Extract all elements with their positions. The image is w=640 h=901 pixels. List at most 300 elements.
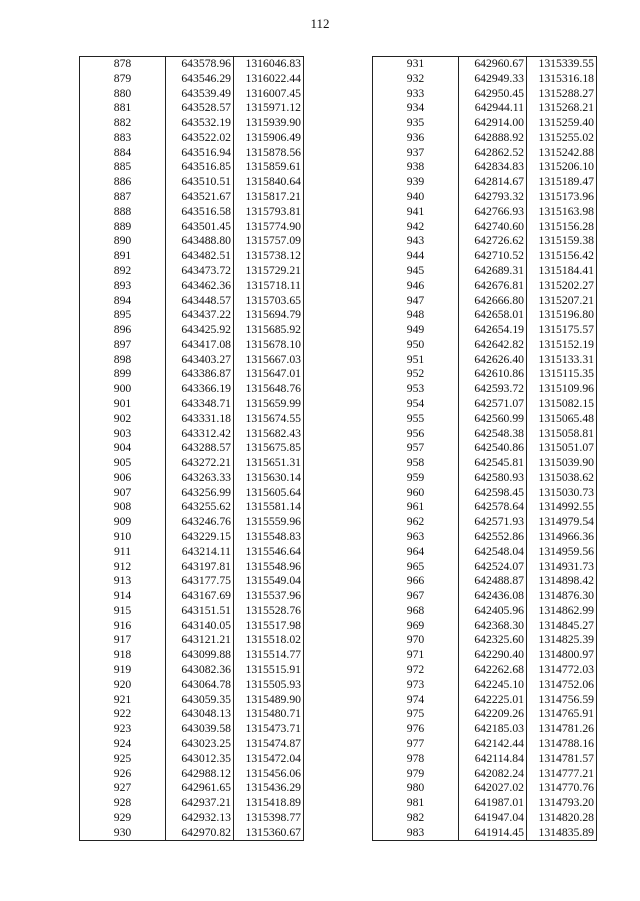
- table-row: [80, 234, 304, 249]
- point-number-cell: 901: [80, 397, 166, 412]
- point-number-cell: 918: [80, 648, 166, 663]
- point-number-cell: 979: [373, 767, 459, 782]
- x-coordinate-cell: 642142.44: [459, 737, 527, 752]
- point-number-cell: 907: [80, 486, 166, 501]
- point-number-cell: 938: [373, 160, 459, 175]
- point-number-cell: 910: [80, 530, 166, 545]
- point-number-cell: 916: [80, 619, 166, 634]
- x-coordinate-cell: 643462.36: [166, 279, 234, 294]
- x-coordinate-cell: 642960.67: [459, 57, 527, 72]
- x-coordinate-cell: 643546.29: [166, 72, 234, 87]
- point-number-cell: 880: [80, 87, 166, 102]
- table-row: [373, 397, 597, 412]
- y-coordinate-cell: 1315207.21: [527, 294, 597, 309]
- table-row: [80, 811, 304, 826]
- point-number-cell: 928: [80, 796, 166, 811]
- x-coordinate-cell: 642961.65: [166, 781, 234, 796]
- y-coordinate-cell: 1314777.21: [527, 767, 597, 782]
- point-number-cell: 883: [80, 131, 166, 146]
- x-coordinate-cell: 643532.19: [166, 116, 234, 131]
- y-coordinate-cell: 1315774.90: [234, 220, 304, 235]
- point-number-cell: 930: [80, 826, 166, 841]
- y-coordinate-cell: 1315206.10: [527, 160, 597, 175]
- table-row: [373, 146, 597, 161]
- point-number-cell: 931: [373, 57, 459, 72]
- table-row: [80, 663, 304, 678]
- table-row: [80, 589, 304, 604]
- y-coordinate-cell: 1315682.43: [234, 427, 304, 442]
- table-row: [80, 796, 304, 811]
- point-number-cell: 982: [373, 811, 459, 826]
- x-coordinate-cell: 642766.93: [459, 205, 527, 220]
- point-number-cell: 905: [80, 456, 166, 471]
- point-number-cell: 944: [373, 249, 459, 264]
- x-coordinate-cell: 641947.04: [459, 811, 527, 826]
- x-coordinate-cell: 643167.69: [166, 589, 234, 604]
- table-row: [373, 707, 597, 722]
- point-number-cell: 978: [373, 752, 459, 767]
- table-row: [373, 160, 597, 175]
- x-coordinate-cell: 643059.35: [166, 693, 234, 708]
- x-coordinate-cell: 642368.30: [459, 619, 527, 634]
- y-coordinate-cell: 1315549.04: [234, 574, 304, 589]
- coordinates-table-left-body: [80, 57, 304, 841]
- point-number-cell: 955: [373, 412, 459, 427]
- x-coordinate-cell: 642888.92: [459, 131, 527, 146]
- x-coordinate-cell: 643425.92: [166, 323, 234, 338]
- table-row: [80, 427, 304, 442]
- table-row: [373, 515, 597, 530]
- y-coordinate-cell: 1314845.27: [527, 619, 597, 634]
- table-row: [80, 486, 304, 501]
- table-row: [80, 781, 304, 796]
- table-row: [80, 678, 304, 693]
- point-number-cell: 889: [80, 220, 166, 235]
- x-coordinate-cell: 642814.67: [459, 175, 527, 190]
- table-row: [80, 515, 304, 530]
- point-number-cell: 951: [373, 353, 459, 368]
- point-number-cell: 975: [373, 707, 459, 722]
- table-row: [373, 382, 597, 397]
- table-row: [80, 648, 304, 663]
- point-number-cell: 902: [80, 412, 166, 427]
- table-row: [80, 264, 304, 279]
- x-coordinate-cell: 642950.45: [459, 87, 527, 102]
- point-number-cell: 937: [373, 146, 459, 161]
- x-coordinate-cell: 642988.12: [166, 767, 234, 782]
- x-coordinate-cell: 643516.85: [166, 160, 234, 175]
- table-row: [80, 412, 304, 427]
- y-coordinate-cell: 1315505.93: [234, 678, 304, 693]
- table-row: [373, 619, 597, 634]
- y-coordinate-cell: 1315738.12: [234, 249, 304, 264]
- point-number-cell: 887: [80, 190, 166, 205]
- y-coordinate-cell: 1315878.56: [234, 146, 304, 161]
- x-coordinate-cell: 643048.13: [166, 707, 234, 722]
- y-coordinate-cell: 1315939.90: [234, 116, 304, 131]
- point-number-cell: 956: [373, 427, 459, 442]
- table-row: [80, 560, 304, 575]
- y-coordinate-cell: 1315906.49: [234, 131, 304, 146]
- x-coordinate-cell: 642290.40: [459, 648, 527, 663]
- point-number-cell: 919: [80, 663, 166, 678]
- y-coordinate-cell: 1315152.19: [527, 338, 597, 353]
- y-coordinate-cell: 1315971.12: [234, 101, 304, 116]
- x-coordinate-cell: 643516.94: [166, 146, 234, 161]
- y-coordinate-cell: 1316046.83: [234, 57, 304, 72]
- coordinates-table-left: [79, 56, 304, 841]
- x-coordinate-cell: 642740.60: [459, 220, 527, 235]
- x-coordinate-cell: 642578.64: [459, 500, 527, 515]
- x-coordinate-cell: 643386.87: [166, 367, 234, 382]
- point-number-cell: 917: [80, 633, 166, 648]
- point-number-cell: 896: [80, 323, 166, 338]
- point-number-cell: 968: [373, 604, 459, 619]
- y-coordinate-cell: 1314898.42: [527, 574, 597, 589]
- table-row: [373, 294, 597, 309]
- y-coordinate-cell: 1315259.40: [527, 116, 597, 131]
- y-coordinate-cell: 1315163.98: [527, 205, 597, 220]
- x-coordinate-cell: 643197.81: [166, 560, 234, 575]
- table-row: [373, 648, 597, 663]
- x-coordinate-cell: 642405.96: [459, 604, 527, 619]
- x-coordinate-cell: 642932.13: [166, 811, 234, 826]
- point-number-cell: 964: [373, 545, 459, 560]
- x-coordinate-cell: 643473.72: [166, 264, 234, 279]
- y-coordinate-cell: 1315474.87: [234, 737, 304, 752]
- point-number-cell: 927: [80, 781, 166, 796]
- point-number-cell: 953: [373, 382, 459, 397]
- x-coordinate-cell: 642610.86: [459, 367, 527, 382]
- table-row: [373, 456, 597, 471]
- y-coordinate-cell: 1315648.76: [234, 382, 304, 397]
- x-coordinate-cell: 642262.68: [459, 663, 527, 678]
- x-coordinate-cell: 642548.38: [459, 427, 527, 442]
- x-coordinate-cell: 643263.33: [166, 471, 234, 486]
- point-number-cell: 878: [80, 57, 166, 72]
- point-number-cell: 980: [373, 781, 459, 796]
- y-coordinate-cell: 1315339.55: [527, 57, 597, 72]
- table-row: [373, 574, 597, 589]
- y-coordinate-cell: 1315546.64: [234, 545, 304, 560]
- table-row: [373, 441, 597, 456]
- y-coordinate-cell: 1315038.62: [527, 471, 597, 486]
- y-coordinate-cell: 1315109.96: [527, 382, 597, 397]
- point-number-cell: 939: [373, 175, 459, 190]
- point-number-cell: 923: [80, 722, 166, 737]
- y-coordinate-cell: 1314772.03: [527, 663, 597, 678]
- point-number-cell: 882: [80, 116, 166, 131]
- point-number-cell: 909: [80, 515, 166, 530]
- y-coordinate-cell: 1315840.64: [234, 175, 304, 190]
- table-row: [373, 767, 597, 782]
- table-row: [80, 205, 304, 220]
- y-coordinate-cell: 1314793.20: [527, 796, 597, 811]
- y-coordinate-cell: 1314752.06: [527, 678, 597, 693]
- y-coordinate-cell: 1315518.02: [234, 633, 304, 648]
- table-row: [80, 57, 304, 72]
- x-coordinate-cell: 643501.45: [166, 220, 234, 235]
- x-coordinate-cell: 642225.01: [459, 693, 527, 708]
- point-number-cell: 966: [373, 574, 459, 589]
- table-row: [373, 560, 597, 575]
- y-coordinate-cell: 1314770.76: [527, 781, 597, 796]
- y-coordinate-cell: 1315667.03: [234, 353, 304, 368]
- point-number-cell: 911: [80, 545, 166, 560]
- x-coordinate-cell: 643288.57: [166, 441, 234, 456]
- point-number-cell: 914: [80, 589, 166, 604]
- table-row: [80, 220, 304, 235]
- y-coordinate-cell: 1315039.90: [527, 456, 597, 471]
- point-number-cell: 981: [373, 796, 459, 811]
- table-row: [373, 249, 597, 264]
- y-coordinate-cell: 1315159.38: [527, 234, 597, 249]
- y-coordinate-cell: 1315559.96: [234, 515, 304, 530]
- y-coordinate-cell: 1315694.79: [234, 308, 304, 323]
- y-coordinate-cell: 1315082.15: [527, 397, 597, 412]
- table-row: [373, 323, 597, 338]
- table-row: [80, 752, 304, 767]
- y-coordinate-cell: 1315515.91: [234, 663, 304, 678]
- table-row: [80, 116, 304, 131]
- y-coordinate-cell: 1315651.31: [234, 456, 304, 471]
- y-coordinate-cell: 1314800.97: [527, 648, 597, 663]
- table-row: [80, 500, 304, 515]
- point-number-cell: 954: [373, 397, 459, 412]
- point-number-cell: 972: [373, 663, 459, 678]
- y-coordinate-cell: 1315489.90: [234, 693, 304, 708]
- point-number-cell: 946: [373, 279, 459, 294]
- point-number-cell: 941: [373, 205, 459, 220]
- x-coordinate-cell: 642726.62: [459, 234, 527, 249]
- x-coordinate-cell: 642436.08: [459, 589, 527, 604]
- y-coordinate-cell: 1314876.30: [527, 589, 597, 604]
- x-coordinate-cell: 642114.84: [459, 752, 527, 767]
- table-row: [373, 737, 597, 752]
- y-coordinate-cell: 1315647.01: [234, 367, 304, 382]
- table-row: [373, 530, 597, 545]
- y-coordinate-cell: 1315058.81: [527, 427, 597, 442]
- table-row: [373, 338, 597, 353]
- point-number-cell: 932: [373, 72, 459, 87]
- y-coordinate-cell: 1315517.98: [234, 619, 304, 634]
- table-row: [80, 72, 304, 87]
- point-number-cell: 976: [373, 722, 459, 737]
- table-row: [80, 737, 304, 752]
- x-coordinate-cell: 642488.87: [459, 574, 527, 589]
- y-coordinate-cell: 1314820.28: [527, 811, 597, 826]
- point-number-cell: 983: [373, 826, 459, 841]
- x-coordinate-cell: 643177.75: [166, 574, 234, 589]
- table-row: [373, 175, 597, 190]
- x-coordinate-cell: 642027.02: [459, 781, 527, 796]
- x-coordinate-cell: 642580.93: [459, 471, 527, 486]
- point-number-cell: 881: [80, 101, 166, 116]
- y-coordinate-cell: 1315030.73: [527, 486, 597, 501]
- point-number-cell: 929: [80, 811, 166, 826]
- x-coordinate-cell: 643039.58: [166, 722, 234, 737]
- point-number-cell: 952: [373, 367, 459, 382]
- table-row: [80, 323, 304, 338]
- y-coordinate-cell: 1315659.99: [234, 397, 304, 412]
- y-coordinate-cell: 1315718.11: [234, 279, 304, 294]
- y-coordinate-cell: 1315255.02: [527, 131, 597, 146]
- point-number-cell: 879: [80, 72, 166, 87]
- table-row: [80, 175, 304, 190]
- y-coordinate-cell: 1315288.27: [527, 87, 597, 102]
- x-coordinate-cell: 643214.11: [166, 545, 234, 560]
- page-number: 112: [310, 16, 330, 31]
- point-number-cell: 899: [80, 367, 166, 382]
- x-coordinate-cell: 642937.21: [166, 796, 234, 811]
- point-number-cell: 897: [80, 338, 166, 353]
- x-coordinate-cell: 643521.67: [166, 190, 234, 205]
- y-coordinate-cell: 1316022.44: [234, 72, 304, 87]
- y-coordinate-cell: 1315581.14: [234, 500, 304, 515]
- table-row: [373, 308, 597, 323]
- x-coordinate-cell: 643272.21: [166, 456, 234, 471]
- x-coordinate-cell: 642598.45: [459, 486, 527, 501]
- point-number-cell: 974: [373, 693, 459, 708]
- x-coordinate-cell: 643256.99: [166, 486, 234, 501]
- point-number-cell: 970: [373, 633, 459, 648]
- y-coordinate-cell: 1315156.28: [527, 220, 597, 235]
- table-row: [373, 131, 597, 146]
- point-number-cell: 977: [373, 737, 459, 752]
- table-row: [373, 781, 597, 796]
- point-number-cell: 948: [373, 308, 459, 323]
- table-row: [80, 693, 304, 708]
- table-row: [373, 353, 597, 368]
- point-number-cell: 912: [80, 560, 166, 575]
- x-coordinate-cell: 643023.25: [166, 737, 234, 752]
- table-row: [80, 367, 304, 382]
- x-coordinate-cell: 642082.24: [459, 767, 527, 782]
- x-coordinate-cell: 642325.60: [459, 633, 527, 648]
- point-number-cell: 903: [80, 427, 166, 442]
- table-row: [373, 279, 597, 294]
- y-coordinate-cell: 1315548.83: [234, 530, 304, 545]
- point-number-cell: 906: [80, 471, 166, 486]
- y-coordinate-cell: 1316007.45: [234, 87, 304, 102]
- x-coordinate-cell: 642560.99: [459, 412, 527, 427]
- y-coordinate-cell: 1315685.92: [234, 323, 304, 338]
- point-number-cell: 942: [373, 220, 459, 235]
- x-coordinate-cell: 642185.03: [459, 722, 527, 737]
- y-coordinate-cell: 1315757.09: [234, 234, 304, 249]
- x-coordinate-cell: 643099.88: [166, 648, 234, 663]
- x-coordinate-cell: 642666.80: [459, 294, 527, 309]
- y-coordinate-cell: 1315184.41: [527, 264, 597, 279]
- y-coordinate-cell: 1315456.06: [234, 767, 304, 782]
- table-row: [80, 160, 304, 175]
- x-coordinate-cell: 643403.27: [166, 353, 234, 368]
- y-coordinate-cell: 1315173.96: [527, 190, 597, 205]
- y-coordinate-cell: 1315436.29: [234, 781, 304, 796]
- point-number-cell: 962: [373, 515, 459, 530]
- table-row: [373, 604, 597, 619]
- x-coordinate-cell: 641987.01: [459, 796, 527, 811]
- table-row: [80, 530, 304, 545]
- point-number-cell: 943: [373, 234, 459, 249]
- table-row: [373, 234, 597, 249]
- point-number-cell: 886: [80, 175, 166, 190]
- point-number-cell: 895: [80, 308, 166, 323]
- y-coordinate-cell: 1315472.04: [234, 752, 304, 767]
- table-row: [373, 220, 597, 235]
- point-number-cell: 898: [80, 353, 166, 368]
- y-coordinate-cell: 1314979.54: [527, 515, 597, 530]
- table-row: [373, 826, 597, 841]
- table-row: [373, 752, 597, 767]
- y-coordinate-cell: 1315418.89: [234, 796, 304, 811]
- point-number-cell: 969: [373, 619, 459, 634]
- point-number-cell: 973: [373, 678, 459, 693]
- table-row: [373, 367, 597, 382]
- x-coordinate-cell: 642571.07: [459, 397, 527, 412]
- point-number-cell: 958: [373, 456, 459, 471]
- table-row: [373, 264, 597, 279]
- y-coordinate-cell: 1314992.55: [527, 500, 597, 515]
- point-number-cell: 957: [373, 441, 459, 456]
- table-row: [373, 57, 597, 72]
- y-coordinate-cell: 1315537.96: [234, 589, 304, 604]
- x-coordinate-cell: 643578.96: [166, 57, 234, 72]
- x-coordinate-cell: 642862.52: [459, 146, 527, 161]
- point-number-cell: 893: [80, 279, 166, 294]
- y-coordinate-cell: 1314966.36: [527, 530, 597, 545]
- x-coordinate-cell: 643522.02: [166, 131, 234, 146]
- y-coordinate-cell: 1315678.10: [234, 338, 304, 353]
- table-row: [80, 382, 304, 397]
- table-row: [80, 471, 304, 486]
- table-row: [80, 456, 304, 471]
- table-row: [373, 589, 597, 604]
- y-coordinate-cell: 1314781.26: [527, 722, 597, 737]
- y-coordinate-cell: 1315729.21: [234, 264, 304, 279]
- x-coordinate-cell: 642571.93: [459, 515, 527, 530]
- x-coordinate-cell: 642676.81: [459, 279, 527, 294]
- point-number-cell: 891: [80, 249, 166, 264]
- y-coordinate-cell: 1315189.47: [527, 175, 597, 190]
- table-row: [80, 441, 304, 456]
- x-coordinate-cell: 642654.19: [459, 323, 527, 338]
- y-coordinate-cell: 1315268.21: [527, 101, 597, 116]
- y-coordinate-cell: 1314788.16: [527, 737, 597, 752]
- point-number-cell: 921: [80, 693, 166, 708]
- point-number-cell: 924: [80, 737, 166, 752]
- x-coordinate-cell: 643121.21: [166, 633, 234, 648]
- table-row: [373, 500, 597, 515]
- x-coordinate-cell: 642545.81: [459, 456, 527, 471]
- x-coordinate-cell: 642834.83: [459, 160, 527, 175]
- y-coordinate-cell: 1315793.81: [234, 205, 304, 220]
- y-coordinate-cell: 1315675.85: [234, 441, 304, 456]
- point-number-cell: 892: [80, 264, 166, 279]
- table-row: [80, 633, 304, 648]
- x-coordinate-cell: 641914.45: [459, 826, 527, 841]
- x-coordinate-cell: 642710.52: [459, 249, 527, 264]
- table-row: [373, 796, 597, 811]
- y-coordinate-cell: 1315156.42: [527, 249, 597, 264]
- y-coordinate-cell: 1314781.57: [527, 752, 597, 767]
- point-number-cell: 940: [373, 190, 459, 205]
- x-coordinate-cell: 642914.00: [459, 116, 527, 131]
- table-row: [80, 826, 304, 841]
- table-row: [373, 633, 597, 648]
- x-coordinate-cell: 643516.58: [166, 205, 234, 220]
- table-row: [373, 693, 597, 708]
